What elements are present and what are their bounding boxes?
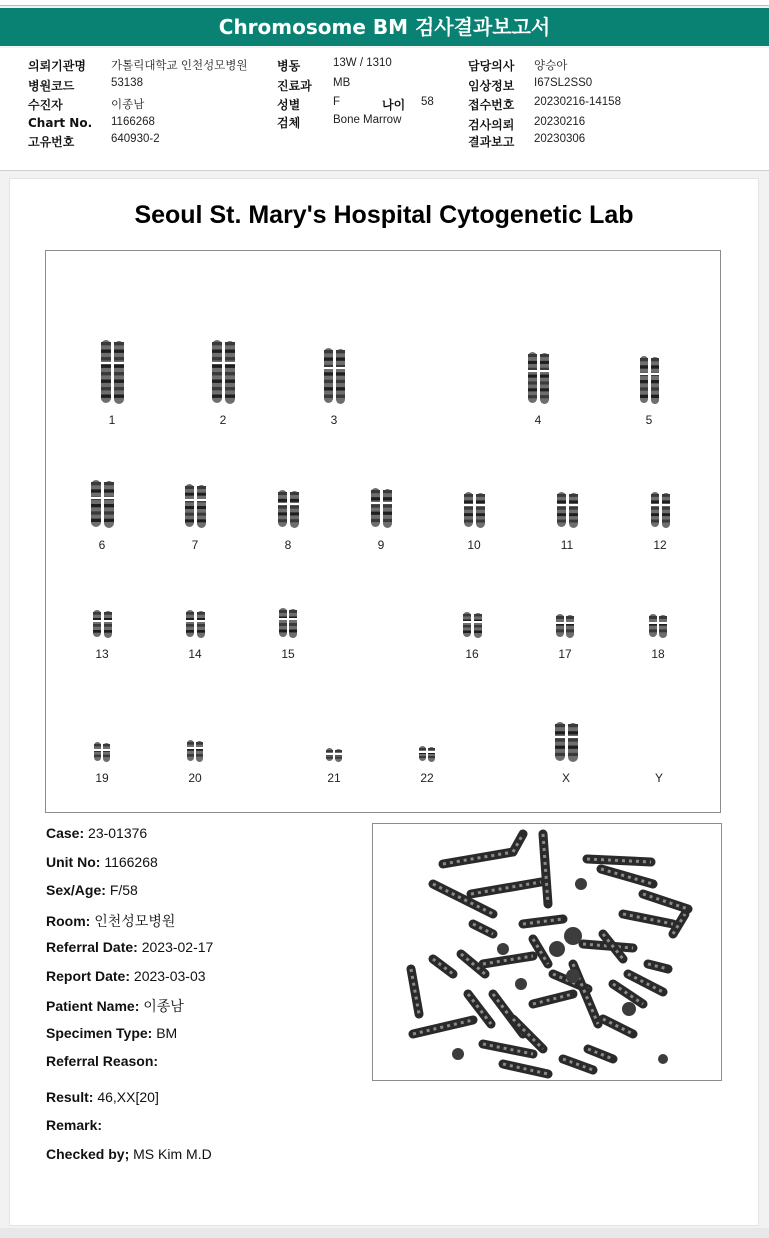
metaphase-spread-icon: [373, 824, 721, 1080]
specimen-type-value: BM: [156, 1024, 178, 1041]
room-row: [46, 911, 366, 940]
specimen-type-row: [46, 1025, 366, 1054]
unit-no-row: [46, 854, 366, 883]
chromosome-pair-icon: [521, 351, 555, 405]
chromosome-label: 14: [188, 647, 202, 661]
chromosome-8: [258, 489, 318, 552]
chromosome-pair-icon: [203, 339, 243, 405]
referral-reason-label: Referral Reason:: [46, 1053, 159, 1069]
chromosome-label: 22: [420, 771, 434, 785]
referral-reason-row: [46, 1053, 366, 1082]
chromosome-10: [444, 491, 504, 552]
chromosome-pair-icon: [547, 721, 585, 763]
chromosome-pair-icon: [457, 491, 491, 529]
request-date-value: 20230216: [534, 116, 586, 128]
lab-report: [9, 178, 759, 1226]
chromosome-label: 7: [191, 538, 199, 552]
chromosome-label: 21: [327, 771, 341, 785]
chromosome-label: 9: [377, 538, 385, 552]
checked-by-value: MS Kim M.D: [133, 1145, 212, 1162]
chromosome-label: 8: [284, 538, 292, 552]
chromosome-label: 16: [465, 647, 479, 661]
chromosome-15: [258, 607, 318, 661]
age-value: 58: [421, 96, 434, 108]
chromosome-pair-icon: [644, 491, 676, 529]
remark-label: Remark:: [46, 1117, 103, 1133]
top-border: [0, 0, 769, 6]
report-date-label: 결과보고: [468, 135, 515, 149]
receipt-no-value: 20230216-14158: [534, 96, 621, 108]
physician-label: 담당의사: [468, 59, 515, 73]
checked-by-row: [46, 1146, 366, 1175]
chromosome-label: 4: [534, 413, 542, 427]
report-date-row: [46, 968, 366, 997]
request-date-label: 검사의뢰: [468, 118, 515, 132]
patient-label: 수진자: [28, 98, 63, 112]
specimen-type-label: Specimen Type:: [46, 1024, 153, 1041]
patient-value: 이종남: [111, 99, 145, 111]
patient-name-label: Patient Name:: [46, 998, 140, 1014]
clinical-info-value: I67SL2SS0: [534, 77, 593, 89]
remark-row: [46, 1117, 366, 1146]
physician-value: 양승아: [534, 60, 568, 72]
chromosome-pair-icon: [86, 609, 118, 639]
chromosome-2: [193, 339, 253, 427]
chromosome-label: Y: [654, 771, 663, 785]
chromosome-pair-icon: [643, 613, 673, 639]
receipt-no-label: 접수번호: [468, 98, 515, 112]
age-label: 나이: [382, 98, 406, 112]
chromosome-19: [72, 741, 132, 785]
chromosome-label: 5: [645, 413, 653, 427]
chromosome-3: [304, 347, 364, 427]
chromosome-17: [535, 613, 595, 661]
patient-name-value: 이종남: [143, 998, 184, 1014]
case-value: 23-01376: [88, 825, 148, 841]
bottom-strip: [0, 1228, 769, 1238]
ward-value: 13W / 1310: [333, 57, 392, 69]
chromosome-22: [397, 745, 457, 785]
result-value: 46,XX[20]: [97, 1088, 159, 1105]
ward-label: 병동: [277, 59, 301, 73]
chromosome-11: [537, 491, 597, 552]
case-details: [46, 825, 366, 1174]
specimen-label: 검체: [277, 116, 301, 130]
sex-age-value: F/58: [109, 882, 138, 898]
chart-no-label: Chart No.: [28, 116, 93, 130]
chromosome-5: [619, 355, 679, 427]
chromosome-pair-icon: [413, 745, 441, 763]
metaphase-image: [372, 823, 722, 1081]
chromosome-pair-icon: [456, 611, 488, 639]
chromosome-pair-icon: [316, 347, 352, 405]
chromosome-label: 13: [95, 647, 109, 661]
chromosome-x: [536, 721, 596, 785]
chromosome-4: [508, 351, 568, 427]
chromosome-label: 18: [651, 647, 665, 661]
chromosome-label: 6: [98, 538, 106, 552]
chromosome-9: [351, 487, 411, 552]
referral-date-label: Referral Date:: [46, 939, 138, 955]
sex-age-row: [46, 882, 366, 911]
chromosome-16: [442, 611, 502, 661]
institution-value: 가톨릭대학교 인천성모병원: [111, 60, 248, 72]
result-label: Result:: [46, 1088, 94, 1105]
chromosome-label: X: [561, 771, 570, 785]
unit-no-value: 1166268: [104, 853, 158, 870]
chromosome-pair-icon: [88, 741, 116, 763]
chromosome-label: 2: [219, 413, 227, 427]
chromosome-label: 20: [188, 771, 202, 785]
chromosome-label: 1: [108, 413, 116, 427]
room-label: Room:: [46, 912, 91, 929]
chromosome-pair-icon: [270, 489, 306, 529]
chromosome-12: [630, 491, 690, 552]
room-value: 인천성모병원: [94, 912, 176, 929]
chromosome-pair-icon: [179, 609, 211, 639]
sex-label: 성별: [277, 98, 301, 112]
chromosome-pair-icon: [92, 339, 132, 405]
patient-info-panel: [0, 48, 769, 171]
chromosome-label: 11: [560, 538, 574, 552]
unique-no-label: 고유번호: [28, 135, 75, 149]
chromosome-pair-icon: [633, 355, 665, 405]
institution-label: 의뢰기관명: [28, 59, 86, 73]
report-date-label: Report Date:: [46, 967, 131, 984]
lab-title: Seoul St. Mary's Hospital Cytogenetic Lab: [134, 201, 634, 229]
chromosome-label: 15: [281, 647, 295, 661]
hospital-code-value: 53138: [111, 77, 143, 89]
chart-no-value: 1166268: [111, 116, 155, 128]
case-row: [46, 825, 366, 854]
chromosome-1: [82, 339, 142, 427]
case-label: Case:: [46, 825, 85, 841]
chromosome-pair-icon: [273, 607, 303, 639]
chromosome-pair-icon: [364, 487, 398, 529]
chromosome-pair-icon: [320, 747, 348, 763]
page-title: Chromosome BM 검사결과보고서: [0, 8, 769, 46]
unique-no-value: 640930-2: [111, 133, 160, 145]
chromosome-13: [72, 609, 132, 661]
chromosome-pair-icon: [550, 491, 584, 529]
department-value: MB: [333, 77, 351, 89]
chromosome-pair-icon: [181, 739, 209, 763]
report-date-value: 2023-03-03: [133, 967, 206, 984]
chromosome-18: [628, 613, 688, 661]
referral-date-value: 2023-02-17: [141, 939, 214, 955]
clinical-info-label: 임상정보: [468, 79, 515, 93]
chromosome-21: [304, 747, 364, 785]
chromosome-label: 17: [558, 647, 572, 661]
chromosome-7: [165, 483, 225, 552]
chromosome-6: [72, 479, 132, 552]
chromosome-label: 19: [95, 771, 109, 785]
chromosome-20: [165, 739, 225, 785]
chromosome-pair-icon: [83, 479, 121, 529]
department-label: 진료과: [277, 79, 312, 93]
referral-date-row: [46, 939, 366, 968]
karyogram: [45, 250, 721, 813]
chromosome-14: [165, 609, 225, 661]
specimen-value: Bone Marrow: [333, 114, 402, 126]
chromosome-pair-icon: [178, 483, 212, 529]
sex-age-label: Sex/Age:: [46, 882, 106, 898]
result-row: [46, 1089, 366, 1118]
unit-no-label: Unit No:: [46, 853, 101, 870]
chromosome-pair-icon: [550, 613, 580, 639]
chromosome-label: 10: [467, 538, 481, 552]
patient-name-row: [46, 996, 366, 1025]
report-date-value: 20230306: [534, 133, 586, 145]
checked-by-label: Checked by;: [46, 1145, 130, 1162]
sex-value: F: [333, 96, 341, 108]
chromosome-label: 3: [330, 413, 338, 427]
chromosome-label: 12: [653, 538, 667, 552]
hospital-code-label: 병원코드: [28, 79, 75, 93]
